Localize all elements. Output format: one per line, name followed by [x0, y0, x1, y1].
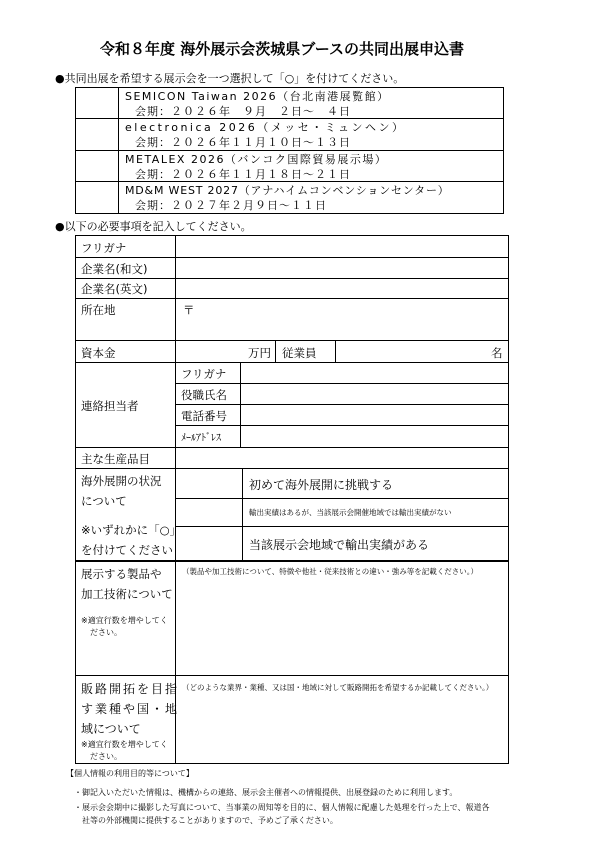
exhibition-period: 会期：２０２６年１１月１０日～１３日	[135, 136, 351, 149]
select-cell-electronica[interactable]	[76, 119, 118, 150]
contact-name-input[interactable]	[241, 384, 508, 404]
target-market-input[interactable]	[176, 676, 508, 763]
row-note: ださい。	[90, 628, 122, 637]
overseas-note: を付けてください	[81, 543, 173, 557]
select-cell-semicon[interactable]	[76, 88, 118, 118]
exhibition-name: METALEX 2026（バンコク国際貿易展示場）	[125, 153, 388, 166]
postal-mark: 〒	[183, 303, 195, 317]
privacy-item: ・御記入いただいた情報は、機構からの連絡、展示会主催者への情報提供、出展登録のために利用します。	[74, 788, 458, 797]
overseas-option-1: 初めて海外展開に挑戦する	[249, 478, 394, 492]
employees-label: 従業員	[282, 346, 317, 360]
exhibition-name: MD&M WEST 2027（アナハイムコンベンションセンター）	[125, 184, 450, 197]
contact-phone-input[interactable]	[241, 405, 508, 425]
overseas-option-1-checkbox[interactable]	[176, 469, 242, 498]
contact-name-label: 役職氏名	[181, 388, 227, 402]
privacy-item: ・展示会会期中に撮影した写真について、当事業の周知等を目的に、個人情報に配慮した処理を行った上で、報道各	[74, 803, 490, 812]
contact-email-label: ﾒｰﾙｱﾄﾞﾚｽ	[181, 433, 221, 444]
exhibit-products-input[interactable]	[176, 562, 508, 675]
select-cell-metalex[interactable]	[76, 151, 118, 181]
contact-furigana-label: フリガナ	[181, 367, 227, 381]
exhibit-products-label: 加工技術について	[81, 587, 173, 601]
privacy-heading: 【個人情報の利用目的等について】	[66, 769, 194, 778]
exhibition-name: SEMICON Taiwan 2026（台北南港展覧館）	[125, 90, 390, 103]
overseas-status-label: について	[81, 494, 127, 508]
contact-phone-label: 電話番号	[181, 409, 227, 423]
contact-label: 連絡担当者	[81, 399, 139, 413]
company-name-ja-input[interactable]	[176, 258, 508, 278]
page-title: 令和８年度 海外展示会茨城県ブースの共同出展申込書	[100, 40, 465, 58]
row-note: ※適宜行数を増やしてく	[81, 740, 168, 749]
exhibition-period: 会期：２０２６年 ９月 ２日～ ４日	[135, 105, 351, 118]
row-note: ださい。	[90, 752, 122, 761]
target-market-label: 域について	[81, 722, 141, 736]
furigana-input[interactable]	[176, 236, 508, 257]
capital-label: 資本金	[81, 346, 116, 360]
exhibition-period: 会期：２０２７年２月９日～１１日	[135, 199, 327, 212]
employees-input[interactable]	[336, 341, 486, 362]
section-form-instruction: ●以下の必要事項を記入してください。	[55, 220, 252, 233]
privacy-item: 社等の外部機関に提供することがありますので、予めご了承ください。	[82, 816, 338, 825]
select-cell-mdm[interactable]	[76, 182, 118, 213]
section-exhibition-instruction: ●共同出展を希望する展示会を一つ選択して「○」を付けてください。	[55, 72, 405, 85]
target-market-label: す業種や国・地	[81, 702, 180, 716]
overseas-status-label: 海外展開の状況	[81, 474, 162, 488]
exhibit-products-label: 展示する製品や	[81, 567, 162, 581]
address-label: 所在地	[81, 303, 116, 317]
contact-email-input[interactable]	[241, 426, 508, 447]
address-input[interactable]	[196, 299, 508, 340]
exhibition-period: 会期：２０２６年１１月１８日～２１日	[135, 168, 351, 181]
target-market-hint: （どのような業界・業種、又は国・地域に対して販路開拓を希望するか記載してください。）	[182, 683, 494, 692]
exhibition-name: electronica 2026（メッセ・ミュンヘン）	[125, 121, 406, 134]
target-market-label: 販路開拓を目指	[81, 682, 180, 696]
overseas-option-3: 当該展示会地域で輸出実績がある	[249, 538, 430, 552]
furigana-label: フリガナ	[81, 241, 127, 255]
capital-unit: 万円	[248, 346, 271, 360]
exhibit-products-hint: （製品や加工技術について、特徴や他社・従来技術との違い・強み等を記載ください。）	[182, 567, 478, 576]
company-name-en-input[interactable]	[176, 279, 508, 298]
overseas-option-2-checkbox[interactable]	[176, 499, 242, 526]
company-name-en-label: 企業名(英文)	[81, 282, 148, 296]
company-name-ja-label: 企業名(和文)	[81, 262, 148, 276]
overseas-option-3-checkbox[interactable]	[176, 527, 242, 560]
employees-unit: 名	[491, 346, 503, 360]
main-products-label: 主な生産品目	[81, 452, 150, 466]
overseas-option-2: 輸出実績はあるが、当該展示会開催地域では輸出実績がない	[249, 508, 452, 517]
overseas-note: ※いずれかに「○」	[81, 523, 182, 537]
contact-furigana-input[interactable]	[241, 363, 508, 383]
main-products-input[interactable]	[176, 448, 508, 468]
capital-input[interactable]	[176, 341, 246, 362]
row-note: ※適宜行数を増やしてく	[81, 616, 168, 625]
